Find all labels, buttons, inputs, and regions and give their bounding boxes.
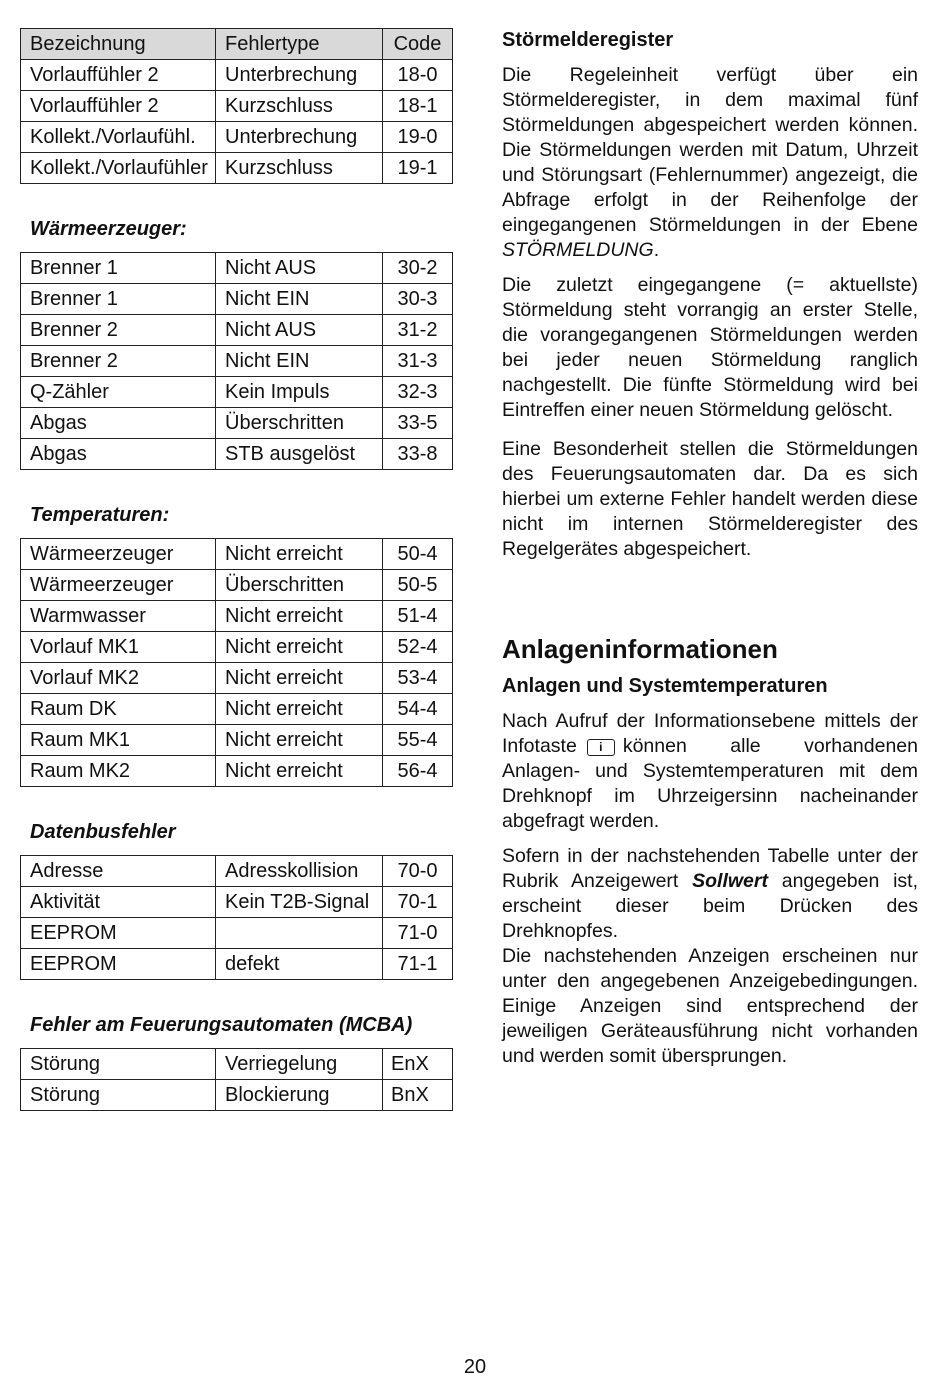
section-title-temperaturen: Temperaturen:: [30, 504, 170, 526]
cell-fault-type: Nicht erreicht: [216, 601, 383, 632]
cell-name: Abgas: [21, 439, 216, 470]
table-header-row: [21, 29, 453, 60]
cell-name: Vorlauffühler 2: [21, 60, 216, 91]
cell-code: 71-1: [383, 949, 453, 980]
cell-code: 31-3: [383, 346, 453, 377]
paragraph-sollwert: [502, 844, 918, 944]
cell-code: EnX: [383, 1049, 453, 1080]
table-row: [21, 539, 453, 570]
table-row: [21, 284, 453, 315]
cell-code: 31-2: [383, 315, 453, 346]
cell-code: 56-4: [383, 756, 453, 787]
cell-name: Vorlauf MK1: [21, 632, 216, 663]
cell-name: Raum MK1: [21, 725, 216, 756]
section-title-waermeerzeuger: Wärmeerzeuger:: [30, 218, 187, 240]
cell-fault-type: Kurzschluss: [216, 91, 383, 122]
cell-code: BnX: [383, 1080, 453, 1111]
cell-code: 33-8: [383, 439, 453, 470]
table-row: [21, 253, 453, 284]
cell-code: 54-4: [383, 694, 453, 725]
cell-code: 30-2: [383, 253, 453, 284]
p4-text-a: Nach Aufruf der Informationsebene mittels der Infotaste: [502, 710, 918, 757]
section-title-mcba: Fehler am Feuerungsautomaten (MCBA): [30, 1014, 413, 1036]
cell-code: 50-5: [383, 570, 453, 601]
cell-fault-type: Überschritten: [216, 570, 383, 601]
table-row: [21, 1080, 453, 1111]
heading-anlagen-systemtemperaturen: Anlagen und Systemtemperaturen: [502, 675, 828, 697]
cell-code: 71-0: [383, 918, 453, 949]
cell-name: Kollekt./Vorlaufühler: [21, 153, 216, 184]
cell-name: Kollekt./Vorlaufühl.: [21, 122, 216, 153]
table-row: [21, 570, 453, 601]
cell-name: Abgas: [21, 408, 216, 439]
cell-fault-type: Kein T2B-Signal: [216, 887, 383, 918]
cell-code: 70-0: [383, 856, 453, 887]
fault-table-datenbus: [20, 855, 453, 980]
cell-fault-type: Nicht AUS: [216, 253, 383, 284]
table-row: [21, 60, 453, 91]
p5-text-b: angegeben ist, erscheint dieser beim Drücken des Drehknopfes.: [502, 870, 919, 942]
cell-fault-type: Nicht EIN: [216, 284, 383, 315]
cell-name: Adresse: [21, 856, 216, 887]
table-row: [21, 949, 453, 980]
cell-code: 32-3: [383, 377, 453, 408]
cell-name: EEPROM: [21, 949, 216, 980]
table-row: [21, 725, 453, 756]
table-row: [21, 91, 453, 122]
table-row: [21, 346, 453, 377]
right-column: [502, 28, 918, 1079]
fault-table-waermeerzeuger: [20, 252, 453, 470]
page-number: 20: [463, 1356, 487, 1378]
paragraph-feuerungsautomat: Eine Besonderheit stellen die Störmeldungen des Feuerungsautomaten dar. Da es sich hierbei um externe Fehler handelt werden diese nicht im internen Störmelderegister des Regelgerätes abgespeichert.: [502, 438, 918, 560]
p4-text-b: können alle vorhandenen Anlagen- und Systemtemperaturen mit dem Drehknopf im Uhrzeigersinn nacheinander abgefragt werden.: [502, 735, 918, 832]
header-fehlertype: Fehlertype: [216, 29, 383, 60]
cell-fault-type: Unterbrechung: [216, 122, 383, 153]
table-row: [21, 694, 453, 725]
table-row: [21, 918, 453, 949]
cell-code: 18-0: [383, 60, 453, 91]
p1-end: .: [653, 239, 660, 261]
cell-name: Aktivität: [21, 887, 216, 918]
cell-fault-type: STB ausgelöst: [216, 439, 383, 470]
cell-code: 70-1: [383, 887, 453, 918]
table-row: [21, 632, 453, 663]
header-bezeichnung: Bezeichnung: [21, 29, 216, 60]
table-row: [21, 663, 453, 694]
cell-name: Störung: [21, 1049, 216, 1080]
header-code: Code: [383, 29, 453, 60]
p5-bold-sollwert: Sollwert: [692, 870, 768, 892]
cell-name: Brenner 1: [21, 253, 216, 284]
table-row: [21, 377, 453, 408]
cell-fault-type: Nicht erreicht: [216, 632, 383, 663]
p5-text-a: Sofern in der nachstehenden Tabelle unter der Rubrik Anzeigewert: [502, 845, 918, 892]
fault-table-mcba: [20, 1048, 453, 1111]
cell-fault-type: Blockierung: [216, 1080, 383, 1111]
cell-fault-type: Nicht erreicht: [216, 756, 383, 787]
cell-code: 55-4: [383, 725, 453, 756]
cell-name: Warmwasser: [21, 601, 216, 632]
cell-code: 30-3: [383, 284, 453, 315]
left-column: [20, 28, 452, 1111]
cell-fault-type: Nicht AUS: [216, 315, 383, 346]
cell-code: 53-4: [383, 663, 453, 694]
heading-anlageninformationen: Anlageninformationen: [502, 634, 778, 664]
cell-code: 19-1: [383, 153, 453, 184]
p1-text: Die Regeleinheit verfügt über ein Störmelderegister, in dem maximal fünf Störmeldungen abgespeichert werden können. Die Störmeldungen werden mit Datum, Uhrzeit und Störungsart (Fehlernummer) angezeigt, die Abfrage erfolgt in der Reihenfolge der eingegangenen Störmeldungen in der Ebene: [502, 64, 918, 236]
cell-name: Raum DK: [21, 694, 216, 725]
cell-code: 18-1: [383, 91, 453, 122]
cell-code: 19-0: [383, 122, 453, 153]
paragraph-stoermeldung-order: Die zuletzt eingegangene (= aktuellste) Störmeldung steht vorrangig an erster Stelle, die vorangegangenen Störmeldungen werden bei jeder neuen Störmeldung ranglich nachgestellt. Die fünfte Störmeldung wird bei Eintreffen einer neuen Störmeldung gelöscht.: [502, 274, 918, 421]
cell-fault-type: Unterbrechung: [216, 60, 383, 91]
cell-fault-type: Nicht erreicht: [216, 539, 383, 570]
cell-name: Störung: [21, 1080, 216, 1111]
table-row: [21, 122, 453, 153]
paragraph-stoermelderegister-intro: [502, 63, 918, 263]
cell-code: 50-4: [383, 539, 453, 570]
section-title-datenbusfehler: Datenbusfehler: [30, 821, 176, 843]
cell-code: 51-4: [383, 601, 453, 632]
cell-fault-type: Adresskollision: [216, 856, 383, 887]
table-row: [21, 439, 453, 470]
table-row: [21, 408, 453, 439]
table-row: [21, 887, 453, 918]
cell-fault-type: Nicht EIN: [216, 346, 383, 377]
cell-code: 52-4: [383, 632, 453, 663]
table-row: [21, 315, 453, 346]
info-key-icon: i: [587, 739, 615, 756]
cell-name: Wärmeerzeuger: [21, 539, 216, 570]
paragraph-anzeigebedingungen: Die nachstehenden Anzeigen erscheinen nur unter den angegebenen Anzeigebedingungen. Einige Anzeigen sind entsprechend der jeweiligen Geräteausführung nicht vorhanden und werden somit übersprungen.: [502, 945, 918, 1067]
cell-name: Raum MK2: [21, 756, 216, 787]
heading-stoermelderegister: Störmelderegister: [502, 29, 674, 51]
cell-fault-type: [216, 918, 383, 949]
fault-table-temperaturen: [20, 538, 453, 787]
cell-name: Brenner 2: [21, 346, 216, 377]
cell-code: 33-5: [383, 408, 453, 439]
cell-name: Vorlauf MK2: [21, 663, 216, 694]
cell-fault-type: defekt: [216, 949, 383, 980]
table-row: [21, 153, 453, 184]
cell-fault-type: Kein Impuls: [216, 377, 383, 408]
cell-name: Q-Zähler: [21, 377, 216, 408]
paragraph-infotaste: [502, 709, 918, 834]
fault-table-sensors: [20, 28, 453, 184]
cell-name: EEPROM: [21, 918, 216, 949]
cell-fault-type: Nicht erreicht: [216, 663, 383, 694]
table-row: [21, 601, 453, 632]
table-row: [21, 756, 453, 787]
cell-name: Wärmeerzeuger: [21, 570, 216, 601]
cell-name: Vorlauffühler 2: [21, 91, 216, 122]
cell-fault-type: Nicht erreicht: [216, 694, 383, 725]
cell-fault-type: Überschritten: [216, 408, 383, 439]
cell-name: Brenner 1: [21, 284, 216, 315]
cell-fault-type: Verriegelung: [216, 1049, 383, 1080]
cell-name: Brenner 2: [21, 315, 216, 346]
cell-fault-type: Nicht erreicht: [216, 725, 383, 756]
table-row: [21, 1049, 453, 1080]
cell-fault-type: Kurzschluss: [216, 153, 383, 184]
table-row: [21, 856, 453, 887]
p1-italic-ebene: STÖRMELDUNG: [502, 239, 654, 261]
